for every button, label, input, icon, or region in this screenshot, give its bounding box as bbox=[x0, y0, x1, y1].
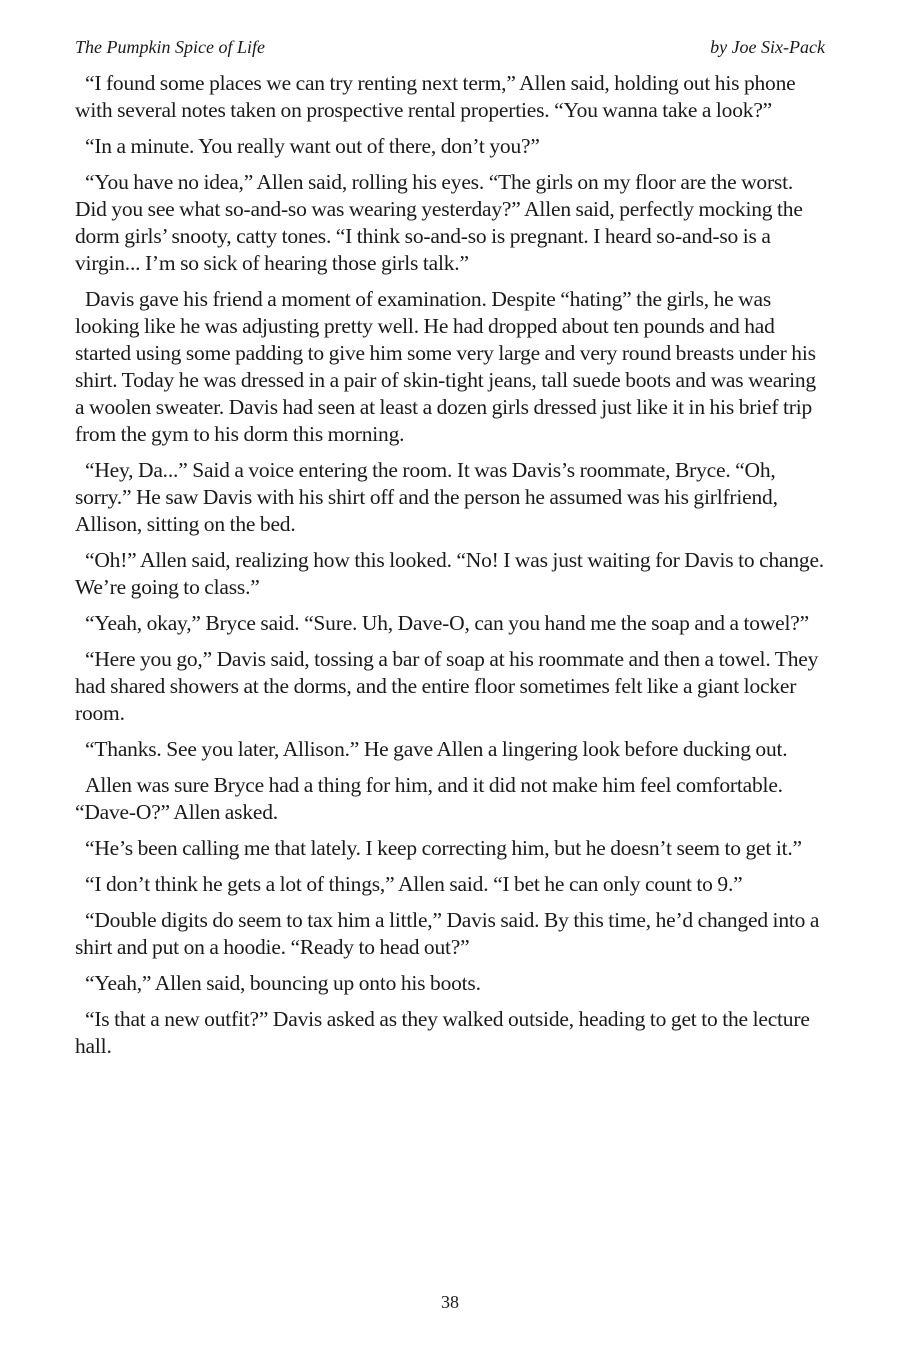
paragraph: “You have no idea,” Allen said, rolling his eyes. “The girls on my floor are the worst. Did you see what so-and-so was wearing yesterday?” Allen said, perfectly mocking the dorm girls’ snooty, catty tones. “I think so-and-so is pregnant. I heard so-and-so is a virgin... I’m so sick of hearing those girls talk.” bbox=[75, 170, 803, 275]
paragraph: “Oh!” Allen said, realizing how this looked. “No! I was just waiting for Davis to change. We’re going to class.” bbox=[75, 548, 824, 599]
paragraph: “Here you go,” Davis said, tossing a bar of soap at his roommate and then a towel. They had shared showers at the dorms, and the entire floor sometimes felt like a giant locker room. bbox=[75, 647, 819, 725]
paragraph: “Hey, Da...” Said a voice entering the room. It was Davis’s roommate, Bryce. “Oh, sorry.” He saw Davis with his shirt off and the person he assumed was his girlfriend, Allison, sitting on the bed. bbox=[75, 458, 778, 536]
paragraph: “Is that a new outfit?” Davis asked as they walked outside, heading to get to the lecture hall. bbox=[75, 1007, 810, 1058]
paragraph: “I don’t think he gets a lot of things,” Allen said. “I bet he can only count to 9.” bbox=[85, 872, 743, 896]
paragraph: “Yeah,” Allen said, bouncing up onto his boots. bbox=[85, 971, 481, 995]
paragraph: “I found some places we can try renting next term,” Allen said, holding out his phone with several notes taken on prospective rental properties. “You wanna take a look?” bbox=[75, 71, 796, 122]
paragraph: “Double digits do seem to tax him a little,” Davis said. By this time, he’d changed into a shirt and put on a hoodie. “Ready to head out?” bbox=[75, 908, 820, 959]
body-text bbox=[75, 70, 827, 1069]
page-number: 38 bbox=[441, 1292, 459, 1312]
paragraph: Allen was sure Bryce had a thing for him, and it did not make him feel comfortable. “Dave-O?” Allen asked. bbox=[75, 773, 783, 824]
paragraph: “Thanks. See you later, Allison.” He gave Allen a lingering look before ducking out. bbox=[85, 737, 788, 761]
paragraph: “Yeah, okay,” Bryce said. “Sure. Uh, Dave-O, can you hand me the soap and a towel?” bbox=[85, 611, 809, 635]
paragraph: “He’s been calling me that lately. I keep correcting him, but he doesn’t seem to get it.” bbox=[85, 836, 802, 860]
paragraph: “In a minute. You really want out of there, don’t you?” bbox=[85, 134, 540, 158]
author-credit: by Joe Six-Pack bbox=[710, 37, 825, 57]
book-title: The Pumpkin Spice of Life bbox=[75, 37, 265, 57]
paragraph: Davis gave his friend a moment of examination. Despite “hating” the girls, he was looking like he was adjusting pretty well. He had dropped about ten pounds and had started using some padding to give him some very large and very round breasts under his shirt. Today he was dressed in a pair of skin-tight jeans, tall suede boots and was wearing a woolen sweater. Davis had seen at least a dozen girls dressed just like it in his brief trip from the gym to his dorm this morning. bbox=[75, 287, 816, 446]
running-header bbox=[75, 36, 825, 58]
